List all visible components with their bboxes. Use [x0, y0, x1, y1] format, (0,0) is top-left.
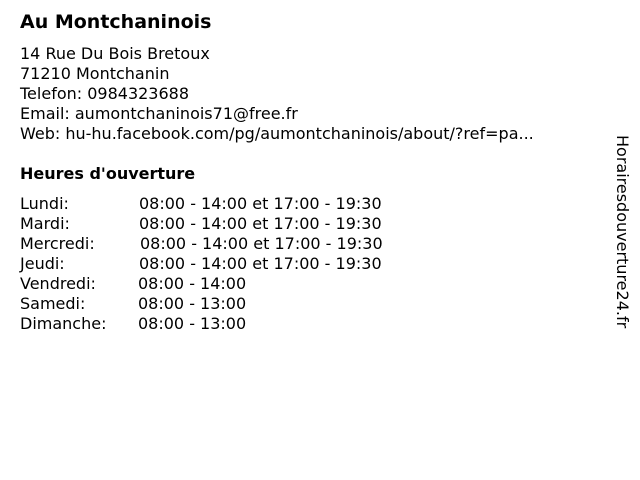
time-range: 08:00 - 14:00 et 17:00 - 19:30: [140, 234, 383, 253]
contact-block: [20, 44, 534, 144]
day-label: Mercredi:: [20, 234, 95, 253]
address-line-city: 71210 Montchanin: [20, 64, 170, 83]
time-range: 08:00 - 13:00: [138, 314, 247, 333]
time-range: 08:00 - 13:00: [138, 294, 247, 313]
day-label: Mardi:: [20, 214, 70, 233]
web-line: Web: hu-hu.facebook.com/pg/aumontchaninois/about/?ref=pa...: [20, 124, 534, 143]
day-label: Jeudi:: [20, 254, 65, 273]
time-range: 08:00 - 14:00 et 17:00 - 19:30: [139, 194, 382, 213]
hours-heading: Heures d'ouverture: [20, 164, 196, 183]
day-label: Vendredi:: [20, 274, 96, 293]
email-line: Email: aumontchaninois71@free.fr: [20, 104, 298, 123]
time-range: 08:00 - 14:00 et 17:00 - 19:30: [139, 214, 382, 233]
time-range: 08:00 - 14:00: [138, 274, 247, 293]
phone-line: Telefon: 0984323688: [20, 84, 190, 103]
day-label: Lundi:: [20, 194, 69, 213]
site-brand-vertical: Horairesdouverture24.fr: [613, 135, 632, 329]
business-name: Au Montchaninois: [20, 11, 212, 33]
time-range: 08:00 - 14:00 et 17:00 - 19:30: [139, 254, 382, 273]
day-label: Samedi:: [20, 294, 86, 313]
day-label: Dimanche:: [20, 314, 107, 333]
address-line-street: 14 Rue Du Bois Bretoux: [20, 44, 210, 63]
